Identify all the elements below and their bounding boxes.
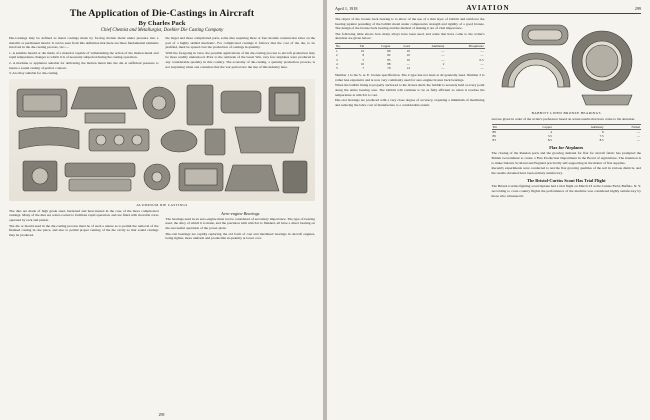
column-header: No. (335, 43, 351, 48)
article-title: The Application of Die-Castings in Aircraft (69, 8, 255, 19)
table-cell: 88 (387, 61, 391, 66)
table-cell: 80 (387, 49, 391, 54)
paragraph: Die-cast bearings are rapidly replacing the old form of cast and machined bearings in aircraft engines, being lighter, more uniform and producible in quantity at lower cost. (165, 231, 315, 241)
table-cell: — (636, 134, 640, 138)
table-cell: 82 (387, 53, 391, 58)
flax-heading: Flax for Airplanes (549, 145, 584, 151)
right-column-1 (335, 17, 485, 199)
right-columns (335, 17, 641, 199)
table-cell: — (406, 61, 410, 66)
paragraph: 3. An alloy suitable for die-casting. (9, 71, 59, 76)
page-number-left: 298 (158, 413, 165, 417)
die-castings-photo (9, 79, 315, 201)
left-page (0, 0, 323, 420)
table-cell: 88 (492, 129, 496, 134)
table-cell: — (636, 138, 640, 143)
table-cell: 83 (492, 138, 496, 143)
table-cell: — (441, 57, 445, 62)
paragraph: The dies are made of high grade steel, hardened and heat-treated in the case of the more complicated castings. Many of the dies are water-cooled to facilitate rapid operation, and are fitted with movable cores operated by rack and pinion. (9, 208, 159, 222)
table-cell: 10 (406, 49, 410, 54)
bearings-photo (492, 17, 642, 109)
paragraph: 2. A machine or appliance suitable for delivering the molten metal into the die at sufficient pressure to insure a sound casting of perfect contour. (9, 60, 159, 70)
left-column-2-continued (166, 209, 316, 242)
table-cell: 2 (442, 61, 445, 66)
table-cell: 8.5 (547, 138, 552, 143)
paragraph: The bearings used in an aero-engine must not be considered of secondary importance. The type of bearing used, the alloy of which it is made, and the precision with which it is finished, all have a direct bearing on the successful operation of the power plant. (165, 216, 315, 230)
paragraph: 1. A suitable mould or die made of a material capable of withstanding the action of the molten metal and rapid temperature changes to which it is of necessity subjected during the casting operation. (9, 50, 159, 60)
paragraph: The closing of the Russian ports and the growing demand for flax for aircraft fabric has prompted the British Government to create a Flax Production Department in the Board of Agriculture. The intention is to make Ireland, Scotland and England practically self-supporting in the matter of flax supplies. (491, 151, 641, 165)
column-header: Phosphorus (445, 43, 484, 48)
left-column-2 (166, 36, 316, 77)
bearings-illustration (492, 17, 640, 109)
right-column-2 (492, 17, 642, 199)
table-cell: 10 (406, 53, 410, 58)
column-header: Tin (492, 124, 514, 129)
column-header: Nickel (605, 124, 641, 129)
author-affiliation: Chief Chemist and Metallurgist, Doehler Die Casting Company (100, 28, 224, 33)
table-cell: 5 (362, 57, 365, 62)
column-header: Copper (365, 43, 391, 48)
column-header: Lead (391, 43, 410, 48)
paragraph: When the babbitt lining is properly anchored to the bronze shell, the babbitt is securely held at every point along the entire bearing area. The babbitt will continue to be as fully efficient as when it reaches the temperature at which it is cast. (335, 83, 485, 97)
table-cell: — (441, 49, 445, 54)
paragraph: the larger and more complicated parts, some dies requiring three or four months construction labor on the part of a highly skilled mechanic. For complicated castings it follows that the cost of the die, to be justified, must be spread over the production of castings in quantity. (165, 36, 315, 50)
table-cell: — (636, 129, 640, 134)
table-cell: 0.5 (479, 57, 484, 62)
figure-caption: ALUMINUM DIE CASTINGS (136, 202, 188, 207)
table-cell: — (480, 53, 484, 58)
paragraph: Die-cast bearings are produced with a very close degree of accuracy, requiring a minimum of machining and reducing the labor cost of manufacture to a considerable extent. (335, 98, 485, 107)
bronze-alloy-table (335, 43, 485, 70)
table-cell: 10 (406, 57, 410, 62)
table-cell: 7 (362, 65, 365, 70)
table-cell: 89 (492, 134, 496, 138)
table-cell: 7.5 (599, 134, 604, 138)
table-cell: 14 (406, 65, 410, 70)
bristol-heading: The Bristol-Curtiss Scout Has Trial Flight (526, 178, 606, 184)
table-cell: 4 (336, 61, 338, 66)
paragraph: The Bristol-Curtiss fighting scout biplane had a trial flight on March 23 at the Curtiss Field, Buffalo, N. Y. According to cross country flights the performance of the machine was considered highly satisfactory by those who witnessed it. (491, 184, 641, 198)
paragraph: Die-Castings may be defined as metal castings made by forcing molten metal under pressure into a metallic or permanent mould. It can be seen from this definition that there are three fundamental elements involved in the die-casting process, viz.:— (9, 36, 159, 50)
table-row (335, 66, 485, 70)
paragraph: The following table shows how many alloys have been used, and some that have come to the writer's attention are given below: (335, 31, 485, 41)
paragraph: The die or mould used in the die-casting process must be of such a nature as to permit the removal of the finished casting in one piece, and also to permit proper venting of the die cavity so that sound castings may be produced. (9, 223, 159, 237)
table-cell: 2 (336, 53, 338, 58)
paragraph: The object of the bronze back bearing is to allow of the use of a thin layer of babbitt and reinforce the bearing against pounding of the babbitt metal under compressive strength and rigidity of a good bronze. The design of the bronze back bearing and the method of making it are of vital importance. (335, 17, 485, 31)
bearings-caption: BABBITT LINED BRONZE BEARINGS (531, 111, 601, 115)
die-castings-illustration (9, 79, 314, 201)
table-cell: 1 (336, 49, 338, 54)
table-cell: 85 (387, 57, 391, 62)
article-byline: By Charles Pack (138, 20, 186, 27)
table-cell: — (441, 53, 445, 58)
table-cell: — (480, 61, 484, 66)
table-cell: 4 (550, 129, 552, 134)
paragraph: Number 1 is the S. A. E. bronze specification. The 4 type has not been at all generally used. Number 2 is rather less expensive and is now very commonly used for aero-engine bronze back bearings. (335, 73, 485, 82)
paragraph: Recently experiments were conducted to test the flax growing qualities of the soil in various districts, and the results obtained have been entirely satisfactory. (491, 166, 641, 175)
table-cell: 3.5 (547, 134, 552, 138)
magazine-title: AVIATION (466, 4, 510, 12)
table-cell: — (480, 49, 484, 54)
issue-date: April 1, 1918 (335, 6, 358, 11)
column-header: Copper (513, 124, 552, 129)
table-cell: — (441, 65, 445, 70)
babbitt-alloy-table (492, 124, 642, 143)
table-cell: 79 (387, 65, 391, 70)
table-cell: 10 (360, 61, 365, 66)
table-cell: 8 (602, 129, 604, 134)
section-subhead: Aero-engine Bearings (221, 210, 260, 216)
left-bottom-columns (9, 209, 315, 242)
table-cell: 10 (360, 49, 365, 54)
paragraph: and are given in order of the writer's preference based on actual results that have come to his attention. (491, 117, 636, 121)
column-header: Tin (351, 43, 366, 48)
table-row (492, 138, 642, 142)
right-page (327, 0, 650, 420)
table-cell: — (480, 65, 484, 70)
left-column-1 (9, 36, 159, 77)
running-header (335, 4, 641, 14)
table-cell: 8.5 (599, 138, 604, 143)
column-header: Antimony (553, 124, 605, 129)
paragraph: With the foregoing in view, the possible applications of the die-casting process to aircraft production may be more readily understood. Prior to the outbreak of the Great War, very few airplanes were produced in any considerable quantity in this country. The economy of die-casting, a quantity production process, is not surprising when one considers that the war period saw the rise of this industry here. (165, 50, 315, 69)
left-column-1-continued (9, 209, 159, 242)
page-number-right: 299 (634, 6, 641, 11)
table-cell: 3 (336, 57, 338, 62)
table-cell: 5 (336, 65, 338, 70)
column-header: Antimony (411, 43, 446, 48)
left-top-columns (9, 36, 315, 77)
table-cell: 8 (362, 53, 365, 58)
